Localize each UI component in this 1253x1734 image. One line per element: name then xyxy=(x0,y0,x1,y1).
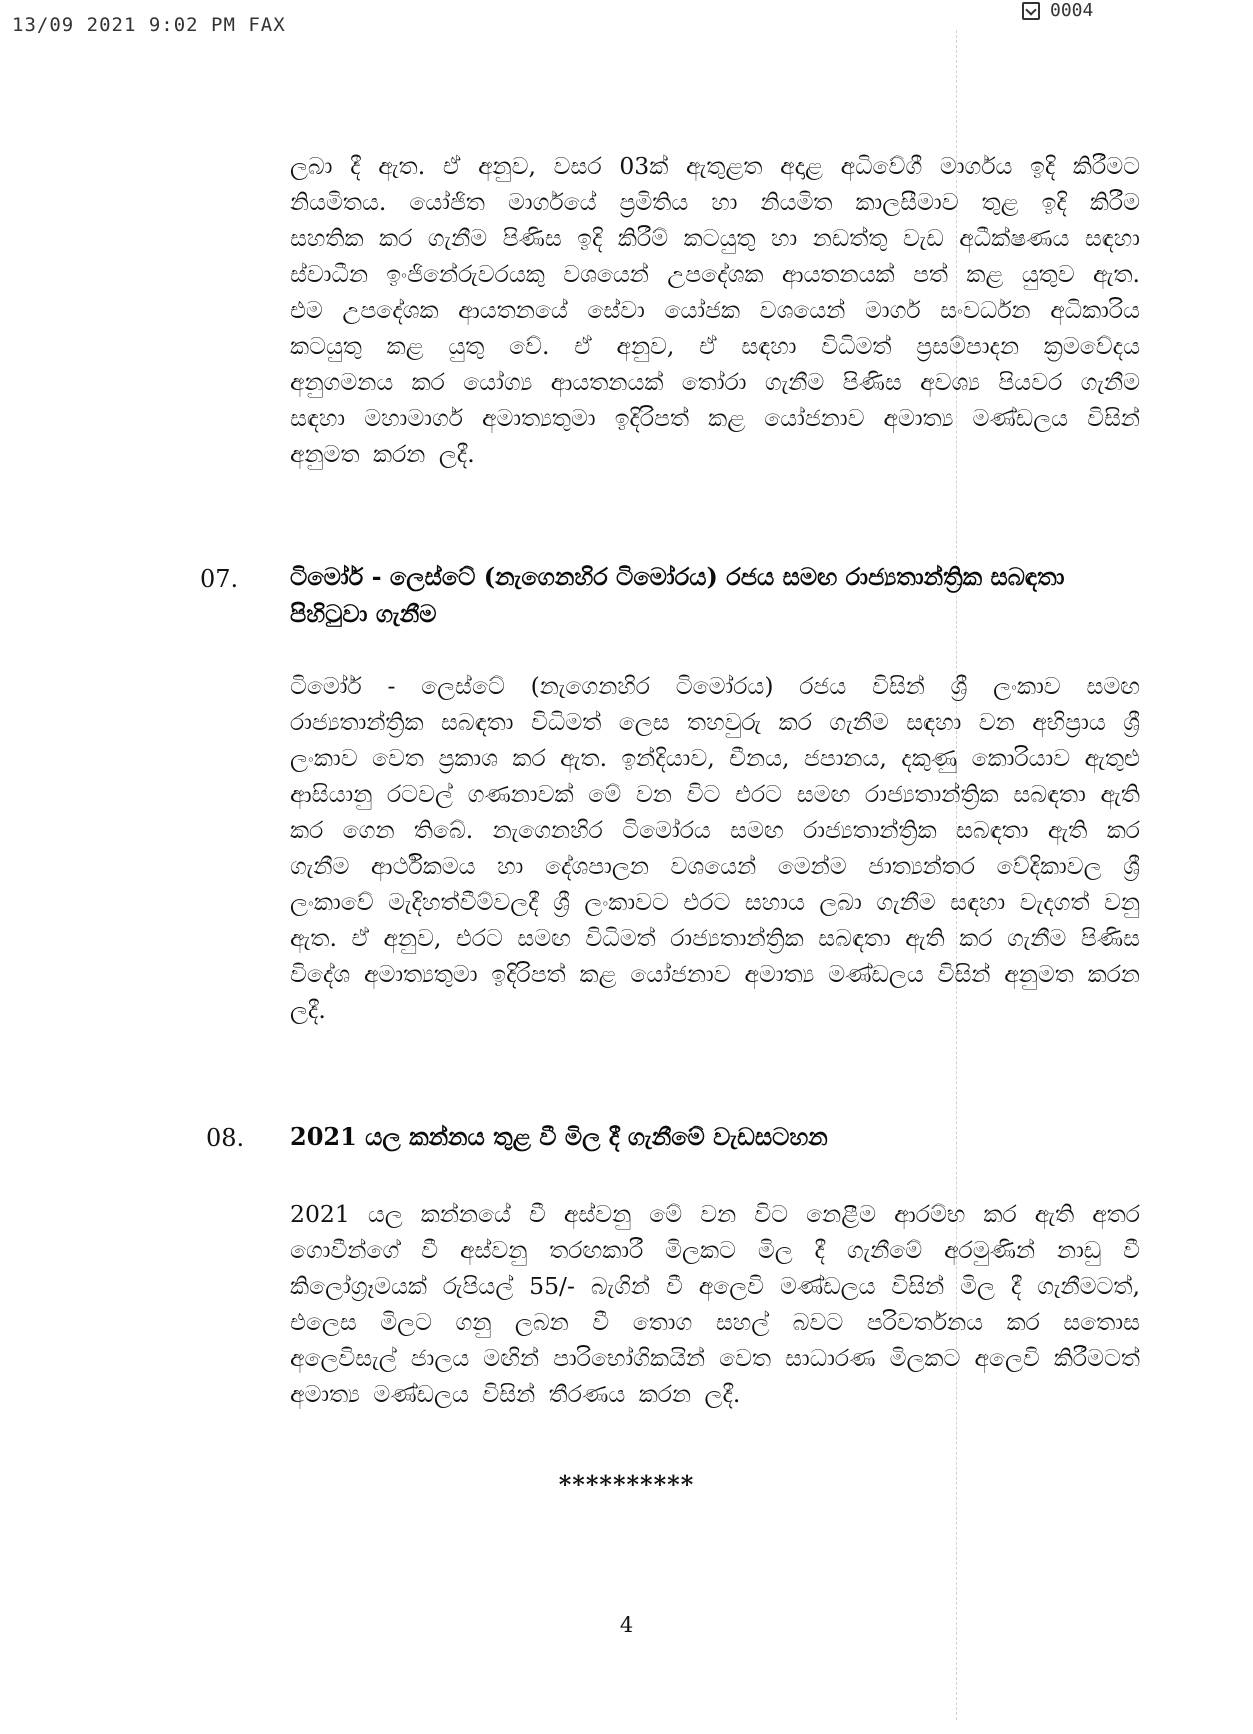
item-number-08: 08. xyxy=(206,1124,245,1152)
item-number-07: 07. xyxy=(200,565,239,593)
item-body-07: ටිමෝර් - ලෙස්ටේ (නැගෙනහිර ටිමෝරය) රජය විසින් ශ්‍රී ලංකාව සමඟ රාජ්‍යතාන්ත්‍රික සබඳතා විධිමත් ලෙස තහවුරු කර ගැනීම සඳහා වන අභිප්‍රාය ශ්‍රී ලංකාව වෙත ප්‍රකාශ කර ඇත. ඉන්දියාව, චීනය, ජපානය, දකුණු කොරියාව ඇතුළු ආසියානු රටවල් ගණනාවක් මේ වන විට එරට සමඟ රාජ්‍යතාන්ත්‍රික සබඳතා ඇති කර ගෙන තිබේ. නැගෙනහිර ටිමෝරය සමඟ රාජ්‍යතාන්ත්‍රික සබඳතා ඇති කර ගැනීම ආර්ථිකමය හා දේශපාලන වශයෙන් මෙන්ම ජාත්‍යන්තර වේදිකාවල ශ්‍රී ලංකාවේ මැදිහත්වීම්වලදී ශ්‍රී ලංකාවට එරට සහාය ලබා ගැනීම සඳහා වැදගත් වනු ඇත. ඒ අනුව, එරට සමඟ විධිමත් රාජ්‍යතාන්ත්‍රික සබඳතා ඇති කර ගැනීම පිණිස විදේශ අමාත්‍යතුමා ඉදිරිපත් කළ යෝජනාව අමාත්‍ය මණ්ඩලය විසින් අනුමත කරන ලදී. xyxy=(290,672,1140,1024)
item-title-08: 2021 යල කන්නය තුළ වී මිල දී ගැනීමේ වැඩසටහන xyxy=(290,1122,828,1151)
section-separator: ********** xyxy=(558,1470,695,1499)
item-body-08: 2021 යල කන්නයේ වී අස්වනු මේ වන විට නෙළීම ආරම්භ කර ඇති අතර ගොවීන්ගේ වී අස්වනු තරඟකාරී මිලකට මිල දී ගැනීමේ අරමුණින් නාඩු වී කිලෝග්‍රෑමයක් රුපියල් 55/- බැගින් වී අලෙවි මණ්ඩලය විසින් මිල දී ගැනීමටත්, එලෙස මිලට ගනු ලබන වී තොග සහල් බවට පරිවර්තනය කර සතොස අලෙවිසැල් ජාලය මඟින් පාරිභෝගිකයින් වෙත සාධාරණ මිලකට අලෙවි කිරීමටත් අමාත්‍ය මණ්ඩලය විසින් තීරණය කරන ලදී. xyxy=(290,1200,1140,1408)
fax-page-marker xyxy=(1022,0,1093,21)
page-number: 4 xyxy=(619,1613,634,1637)
fax-page-number: 0004 xyxy=(1050,0,1094,21)
item-title-07: ටිමෝර් - ලෙස්ටේ (නැගෙනහිර ටිමෝරය) රජය සමඟ රාජ්‍යතාන්ත්‍රික සබඳතා පිහිටුවා ගැනීම xyxy=(290,562,1065,628)
intro-paragraph: ලබා දී ඇත. ඒ අනුව, වසර 03ක් ඇතුළත අදාළ අධිවේගී මාර්ගය ඉදි කිරීමට නියමිතය. යෝජිත මාර්ගයේ ප්‍රමිතිය හා නියමිත කාලසීමාව තුළ ඉදි කිරීම සහතික කර ගැනීම පිණිස ඉදි කිරීම් කටයුතු හා නඩත්තු වැඩ අධීක්ෂණය සඳහා ස්වාධීන ඉංජිනේරුවරයකු වශයෙන් උපදේශක ආයතනයක් පත් කළ යුතුව ඇත. එම උපදේශක ආයතනයේ සේවා යෝජක වශයෙන් මාර්ග සංවර්ධන අධිකාරිය කටයුතු කළ යුතු වේ. ඒ අනුව, ඒ සඳහා විධිමත් ප්‍රසම්පාදන ක්‍රමවේදය අනුගමනය කර යෝග්‍ය ආයතනයක් තෝරා ගැනීම පිණිස අවශ්‍ය පියවර ගැනීම සඳහා මහාමාර්ග අමාත්‍යතුමා ඉදිරිපත් කළ යෝජනාව අමාත්‍ය මණ්ඩලය විසින් අනුමත කරන ලදී. xyxy=(290,152,1140,468)
checkbox-icon xyxy=(1022,2,1040,20)
fax-timestamp: 13/09 2021 9:02 PM FAX xyxy=(12,14,286,36)
